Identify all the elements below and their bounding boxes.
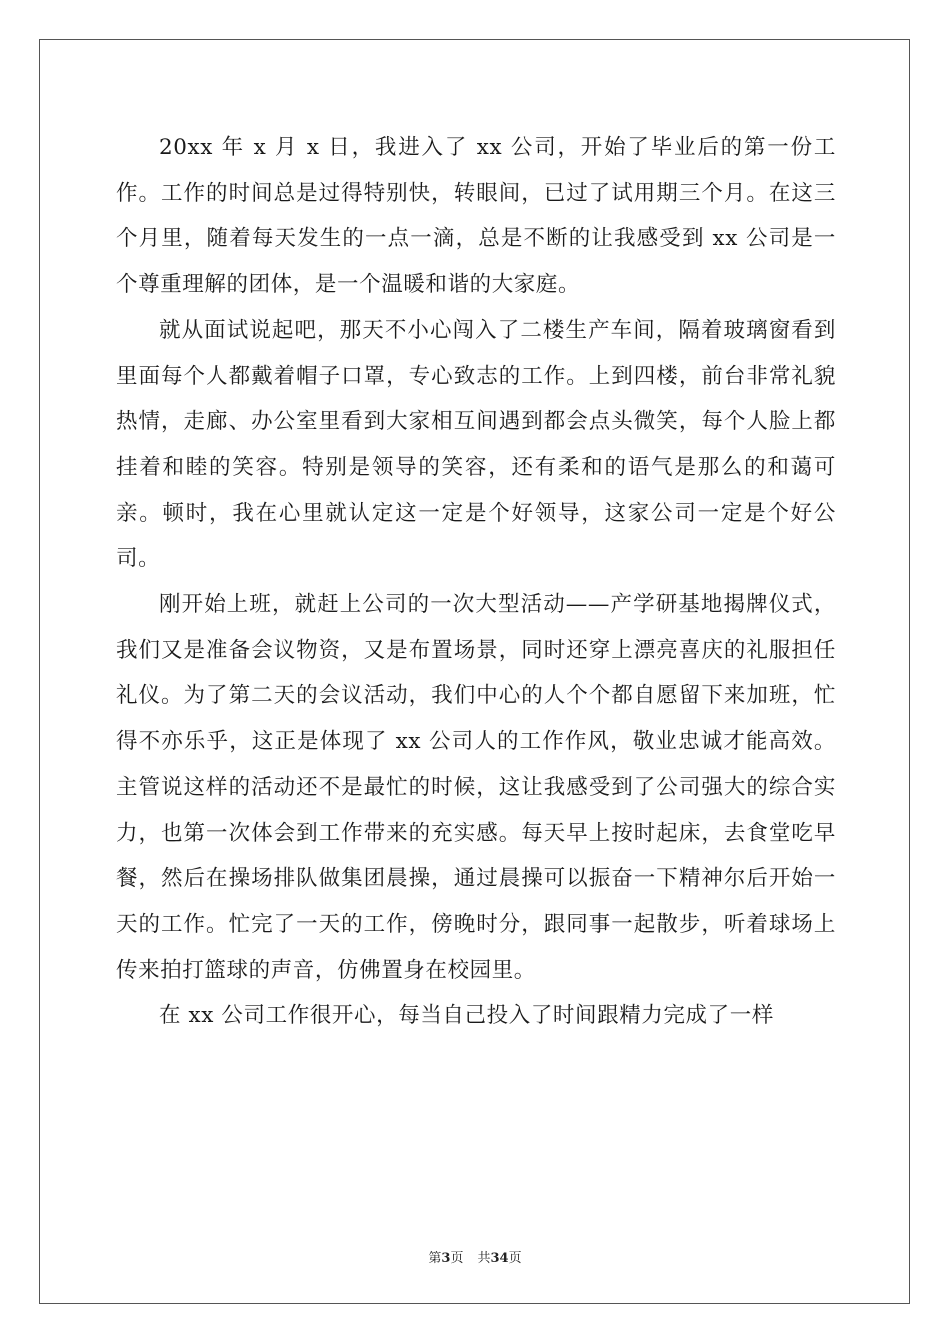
total-unit: 页 [508,1251,522,1266]
paragraph-1: 20xx 年 x 月 x 日，我进入了 xx 公司，开始了毕业后的第一份工作。工作的时间总是过得特别快，转眼间，已过了试用期三个月。在这三个月里，随着每天发生的一点一滴，总是不断的让我感受到 xx 公司是一个尊重理解的团体，是一个温暖和谐的大家庭。 [116,135,836,298]
page-prefix: 第 [428,1251,442,1266]
paragraph-4: 在 xx 公司工作很开心，每当自己投入了时间跟精力完成了一样 [159,1003,774,1029]
page-unit: 页 [450,1251,464,1266]
paragraph-3: 刚开始上班，就赶上公司的一次大型活动——产学研基地揭牌仪式，我们又是准备会议物资，又是布置场景，同时还穿上漂亮喜庆的礼服担任礼仪。为了第二天的会议活动，我们中心的人个个都自愿留下来加班，忙得不亦乐乎，这正是体现了 xx 公司人的工作作风，敬业忠诚才能高效。主管说这样的活动还不是最忙的时候，这让我感受到了公司强大的综合实力，也第一次体会到工作带来的充实感。每天早上按时起床，去食堂吃早餐，然后在操场排队做集团晨操，通过晨操可以振奋一下精神尔后开始一天的工作。忙完了一天的工作，傍晚时分，跟同事一起散步，听着球场上传来拍打篮球的声音，仿佛置身在校园里。 [116,592,836,983]
current-page-number: 3 [441,1251,451,1266]
page-footer [0,1247,950,1266]
total-page-number: 34 [490,1251,509,1266]
document-body [116,125,836,1039]
total-prefix: 共 [477,1251,491,1266]
paragraph-2: 就从面试说起吧，那天不小心闯入了二楼生产车间，隔着玻璃窗看到里面每个人都戴着帽子口罩，专心致志的工作。上到四楼，前台非常礼貌热情，走廊、办公室里看到大家相互间遇到都会点头微笑，每个人脸上都挂着和睦的笑容。特别是领导的笑容，还有柔和的语气是那么的和蔼可亲。顿时，我在心里就认定这一定是个好领导，这家公司一定是个好公司。 [116,317,836,572]
